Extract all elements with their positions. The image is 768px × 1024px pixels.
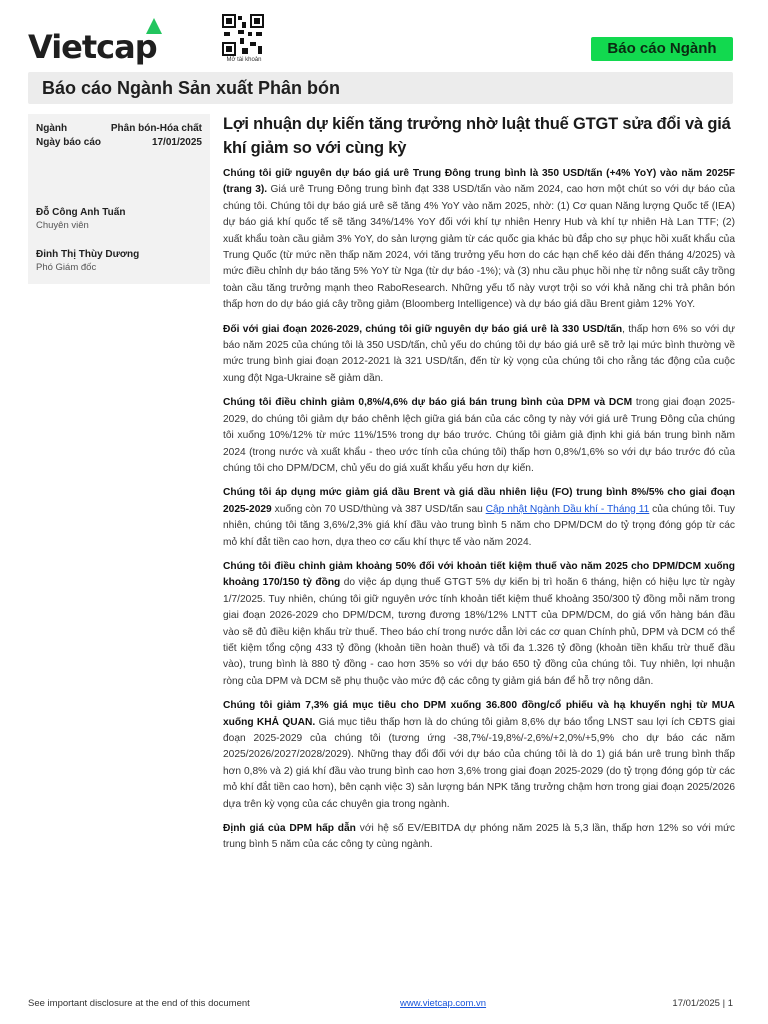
paragraph-body: xuống còn 70 USD/thùng và 387 USD/tấn sau [271,503,486,515]
paragraph-lead: Chúng tôi giảm 7,3% giá mục tiêu cho DPM xuống 36.800 đồng/cổ phiếu và hạ khuyến nghị từ MUA xuống KHẢ QUAN. [223,700,735,728]
sector-row [36,122,202,136]
paragraph-target-price [223,698,735,813]
paragraph-valuation [223,821,735,854]
sector-label: Ngành [36,123,68,134]
analyst-name: Đỗ Công Anh Tuấn [36,207,126,218]
report-sidebar [28,114,210,284]
analyst-role: Phó Giám đốc [36,262,97,273]
paragraph-body: trong giai đoạn 2025-2029, do chúng tôi giảm dự báo chênh lệch giữa giá bán của các công ty này với giá urê Trung Đông của chúng tôi xuống 10%/12% từ mức 11%/15% trong dự báo trước. Chúng tôi giảm giả định khi giá bán trung bình năm 2024 (trong nước và xuất khẩu - theo ước tính của chúng tôi) thấp hơn 0,8%/1,6% so với dự báo trước đó của chúng tôi cho DPM/DCM, chủ yếu do giá xuất khẩu yếu hơn dự kiến. [223,397,735,474]
report-type-badge: Báo cáo Ngành [591,37,733,61]
paragraph-lead: Chúng tôi áp dụng mức giảm giá dầu Brent và giá dầu nhiên liệu (FO) trung bình 8%/5% cho giai đoạn 2025-2029 [223,487,735,515]
qr-code-icon[interactable] [222,14,264,56]
vietcap-logo: Vietcap [28,28,157,66]
qr-caption: Mở tài khoản [226,57,262,63]
paragraph-body: của chúng tôi. Tuy nhiên, chúng tôi tăng 3,6%/2,3% giá khí đầu vào trung bình 5 năm cho DPM/DCM do tỷ trọng đóng góp từ các mỏ khí đắt tiền cao hơn, dựa theo cơ cấu khí thực tế vào năm 2024. [223,503,735,548]
page-footer [28,998,733,1014]
paragraph-urea-forecast [223,166,735,314]
date-row [36,136,202,150]
paragraph-body: , thấp hơn 6% so với dự báo năm 2025 của chúng tôi là 350 USD/tấn, chủ yếu do chúng tôi dự báo giá urê sẽ trở lại mức bình thường về mức trung bình giai đoạn 2012-2021 là 321 USD/tấn, đến từ kỳ vọng của chúng tôi cho rằng tác động của cuộc xung đột Nga-Ukraine sẽ giảm dần. [223,323,735,384]
headline: Lợi nhuận dự kiến tăng trưởng nhờ luật thuế GTGT sửa đổi và giá khí giảm so với cùng kỳ [223,115,731,157]
report-title-bar [28,72,733,104]
report-title: Báo cáo Ngành Sản xuất Phân bón [42,78,341,98]
paragraph-body: Giá mục tiêu thấp hơn là do chúng tôi giảm 8,6% dự báo tổng LNST sau lợi ích CĐTS giai đoạn 2025-2029 của chúng tôi (tương ứng -38,7%/-19,8%/-2,6%/+2,0%/+5,9% cho dự báo các năm 2025/2026/2027/2028/2029). Những thay đổi đối với dự báo của chúng tôi là do 1) giá bán urê trung bình thấp hơn 0,8% và 2) giá khí đầu vào trung bình cao hơn 3,6% trong giai đoạn 2025-2029 (do tỷ trọng đóng góp từ các mỏ khí đắt tiền cao hơn), bên cạnh việc 3) sản lượng bán NPK tăng trưởng chậm hơn trong giai đoạn 2025/2026 dựa trên kỳ vọng của các chuyên gia trong ngành. [223,716,735,810]
date-page-number: 17/01/2025 | 1 [672,998,733,1009]
sector-value: Phân bón-Hóa chất [110,123,202,134]
analyst-2 [36,248,202,274]
analyst-role: Chuyên viên [36,220,89,231]
paragraph-body: do việc áp dụng thuế GTGT 5% dự kiến bị trì hoãn 6 tháng, hiện có hiệu lực từ ngày 1/7/2025. Tuy nhiên, chúng tôi giữ nguyên ước tính khoản tiết kiệm thuế khoảng 350/300 tỷ đồng mỗi năm trong giai đoạn 2026-2029 cho DPM/DCM, tương đương 18%/12% LNTT của DPM/DCM, do giá vốn hàng bán đầu vào sẽ đủ điều kiện khấu trừ thuế. Theo báo chí trong nước dẫn lời các cơ quan Chính phủ, DPM và DCM có thể tiết kiệm tổng cộng 433 tỷ đồng (khoản tiền hoàn thuế) và tối đa 1.326 tỷ đồng (khoản tiền khấu trừ thuế đầu vào), trung bình là 880 tỷ đồng - cao hơn 35% so với dự báo 650 tỷ đồng của chúng tôi. Tuy nhiên, lợi nhuận ròng của DPM và DCM sẽ phụ thuộc vào mức độ các công ty giảm giá bán để hỗ trợ nông dân. [223,577,735,687]
oil-gas-update-link[interactable]: Cập nhật Ngành Dầu khí - Tháng 11 [485,503,650,515]
paragraph-body: với hệ số EV/EBITDA dự phóng năm 2025 là 5,3 lần, thấp hơn 12% so với mức trung bình 5 năm của các công ty cùng ngành. [223,823,736,851]
analyst-name: Đinh Thị Thùy Dương [36,249,140,260]
paragraph-lead: Đối với giai đoạn 2026-2029, chúng tôi giữ nguyên dự báo giá urê là 330 USD/tấn [223,323,623,335]
paragraph-selling-price [223,395,735,477]
date-value: 17/01/2025 [151,137,202,148]
paragraph-lead: Định giá của DPM hấp dẫn [223,823,356,835]
page-header [0,0,768,72]
logo-triangle-icon [146,18,162,34]
paragraph-2026-2029 [223,322,735,388]
analyst-1 [36,206,202,232]
paragraph-oil-price [223,485,735,551]
report-body [223,112,735,862]
paragraph-lead: Chúng tôi điều chỉnh giảm khoảng 50% đối với khoản tiết kiệm thuế vào năm 2025 cho DPM/DCM xuống khoảng 170/150 tỷ đồng [223,560,735,589]
paragraph-tax-savings [223,559,735,690]
disclosure-note: See important disclosure at the end of this document [28,998,250,1009]
website-link[interactable]: www.vietcap.com.vn [400,998,487,1009]
paragraph-lead: Chúng tôi điều chỉnh giảm 0,8%/4,6% dự báo giá bán trung bình của DPM và DCM [223,397,633,409]
paragraph-lead: Chúng tôi giữ nguyên dự báo giá urê Trung Đông trung bình là 350 USD/tấn (+4% YoY) vào năm 2025F (trang 3). [223,168,735,196]
paragraph-body: Giá urê Trung Đông trung bình đạt 338 USD/tấn vào năm 2024, cao hơn một chút so với dự báo của chúng tôi. Chúng tôi dự báo giá urê sẽ tăng 4% YoY vào năm 2025, nhờ: (1) Cơ quan Năng lượng Quốc tế (IEA) dự báo giá khí quốc tế sẽ tăng 34%/14% YoY đối với khí tự nhiên Henry Hub và khí tự nhiên Hà Lan TTF; (2) xuất khẩu toàn cầu giảm 3% YoY, do sản lượng giảm từ các quốc gia khác bù đắp cho sự phục hồi xuất khẩu của Trung Quốc (từ mức nền thấp năm 2024, với tăng trưởng yếu hơn do các hạn chế kéo dài đến tháng 4/2025) và mức điều chỉnh dự báo tăng 5% YoY từ Nga (từ dự báo -1%); và (3) nhu cầu phục hồi nhẹ từ nông suất cây trồng toàn cầu tăng trưởng mạnh theo RaboResearch. Những yếu tố này vượt trội so với khả năng chi trả phân bón thấp hơn do dự báo giá cây trồng giảm (Bloomberg Intelligence) và dự báo giá dầu Brent giảm 12% YoY. [223,184,735,311]
date-label: Ngày báo cáo [36,137,102,148]
